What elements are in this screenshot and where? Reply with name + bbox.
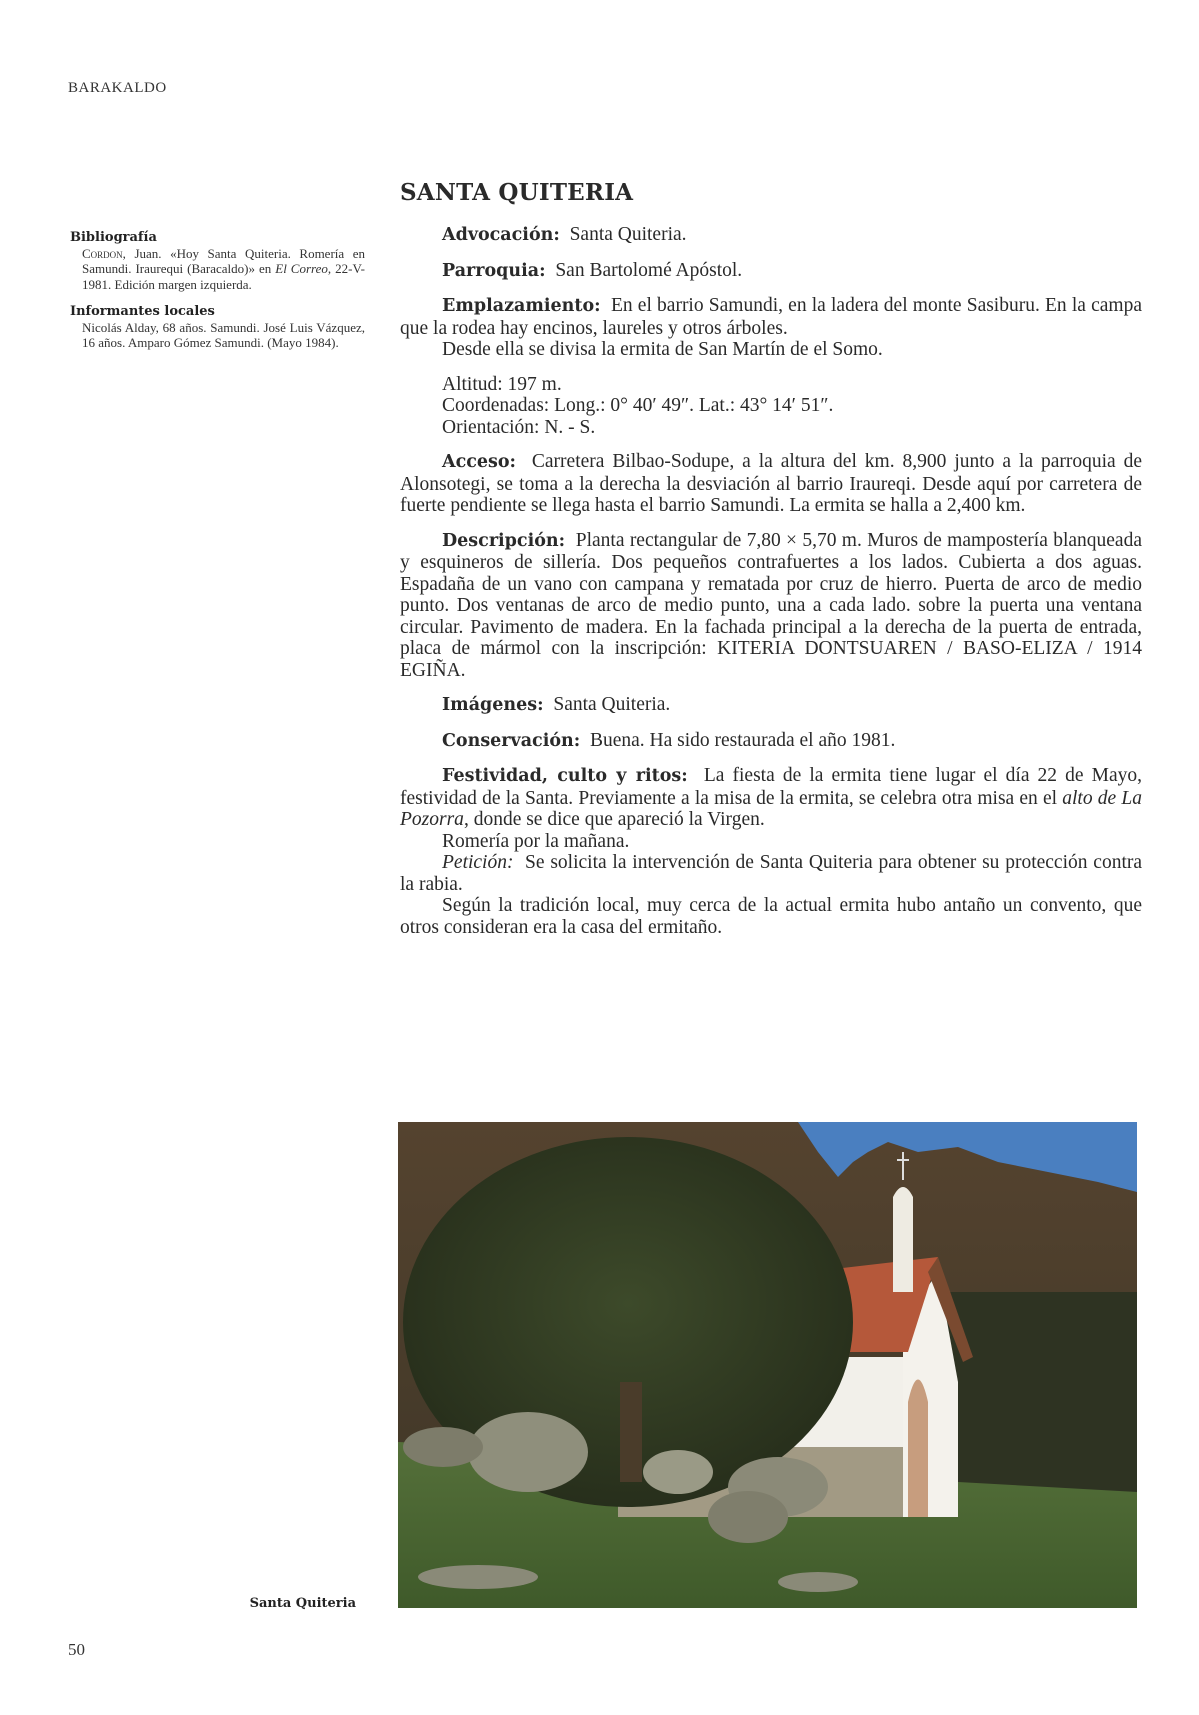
festividad-place: alto de La Pozorra <box>400 787 1142 830</box>
peticion-label: Petición: <box>442 852 514 873</box>
advocacion-section <box>400 224 1142 247</box>
advocacion-label: Advocación: <box>442 225 560 245</box>
orientacion: Orientación: N. - S. <box>442 416 596 438</box>
conservacion-text: Buena. Ha sido restaurada el año 1981. <box>589 729 896 751</box>
chapel-door-arch <box>908 1380 928 1518</box>
descripcion-text: Planta rectangular de 7,80 × 5,70 m. Muros de mampostería blanqueada y esquineros de sillería. Dos pequeños contrafuertes a los lados. Cubierta a dos aguas. Espadaña de un vano con campana y rematada por cruz de hierro. Puerta de arco de medio punto. Dos ventanas de arco de medio punto, una a cada lado. sobre la puerta una ventana circular. Pavimento de madera. En la fachada principal a la derecha de la puerta de entrada, placa de mármol con la inscripción: KITERIA DONTSUAREN / BASO-ELIZA / 1914 EGIÑA. <box>400 529 1142 681</box>
acceso-section <box>400 451 1142 517</box>
parroquia-section <box>400 260 1142 283</box>
emplazamiento-paragraph <box>400 295 1142 339</box>
article-body <box>400 180 1142 938</box>
article-title: SANTA QUITERIA <box>400 179 634 206</box>
tradicion-paragraph: Según la tradición local, muy cerca de la actual ermita hubo antaño un convento, que otros consideran era la casa del ermitaño. <box>400 895 1142 938</box>
rock <box>643 1450 713 1494</box>
conservacion-label: Conservación: <box>442 730 581 751</box>
bibliography-author: Cordon <box>82 245 123 261</box>
rock <box>708 1491 788 1543</box>
coordenadas: Coordenadas: Long.: 0° 40′ 49″. Lat.: 43° 14′ 51″. <box>442 395 834 416</box>
bibliography-heading: Bibliografía <box>70 230 157 245</box>
festividad-label: Festividad, culto y ritos: <box>442 766 688 786</box>
festividad-text-end: , donde se dice que apareció la Virgen. <box>463 809 765 830</box>
emplazamiento-line2: Desde ella se divisa la ermita de San Martín de el Somo. <box>442 339 883 360</box>
descripcion-label: Descripción: <box>442 530 566 551</box>
bibliography-block <box>70 230 365 292</box>
altitud: Altitud: 197 m. <box>442 373 562 395</box>
imagenes-label: Imágenes: <box>442 695 544 715</box>
oak-tree-trunk <box>620 1382 642 1482</box>
bibliography-details: , 22-V-1981. Edición margen izquierda. <box>82 261 365 292</box>
bibliography-text <box>82 246 365 293</box>
festividad-paragraph <box>400 765 1142 831</box>
romeria-line: Romería por la mañana. <box>442 830 630 852</box>
location-meta <box>442 374 1142 439</box>
rock <box>403 1427 483 1467</box>
acceso-label: Acceso: <box>442 452 517 472</box>
acceso-text: Carretera Bilbao-Sodupe, a la altura del km. 8,900 junto a la parroquia de Alonsotegi, se toma a la derecha la desviación al barrio Iraureqi. Desde aquí por carretera de fuerte pendiente se llega hasta el barrio Samundi. La ermita se halla a 2,400 km. <box>400 451 1143 516</box>
emplazamiento-label: Emplazamiento: <box>442 296 601 316</box>
rock <box>468 1412 588 1492</box>
imagenes-section <box>400 694 1142 717</box>
rock <box>418 1565 538 1589</box>
parroquia-label: Parroquia: <box>442 260 546 281</box>
advocacion-text: Santa Quiteria. <box>569 224 687 245</box>
peticion-paragraph <box>400 852 1142 895</box>
imagenes-text: Santa Quiteria. <box>553 694 671 715</box>
informants-block <box>70 304 365 351</box>
parroquia-text: San Bartolomé Apóstol. <box>555 259 743 281</box>
page-number: 50 <box>68 1640 85 1659</box>
hermitage-photo <box>398 1122 1137 1608</box>
festividad-section <box>400 765 1142 938</box>
running-head: BARAKALDO <box>68 80 167 96</box>
descripcion-section <box>400 530 1142 682</box>
bibliography-title: , Juan. «Hoy Santa Quiteria. Romería en Samundi. Iraurequi (Baracaldo)» en <box>82 245 365 276</box>
informants-text: Nicolás Alday, 68 años. Samundi. José Luis Vázquez, 16 años. Amparo Gómez Samundi. (Mayo 1984). <box>82 319 365 350</box>
photo-caption: Santa Quiteria <box>249 1596 356 1611</box>
sidebar-notes <box>70 230 365 363</box>
hermitage-photo-illustration <box>398 1122 1137 1608</box>
emplazamiento-section <box>400 295 1142 361</box>
informants-heading: Informantes locales <box>70 304 215 319</box>
rock <box>778 1572 858 1592</box>
emplazamiento-text: En el barrio Samundi, en la ladera del monte Sasiburu. En la campa que la rodea hay encinos, laureles y otros árboles. <box>400 295 1142 339</box>
bibliography-publication: El Correo <box>275 261 328 276</box>
conservacion-section <box>400 730 1142 753</box>
festividad-text: La fiesta de la ermita tiene lugar el día 22 de Mayo, festividad de la Santa. Previamente a la misa de la ermita, se celebra otra misa en el <box>400 765 1142 809</box>
chapel-belfry <box>893 1187 913 1292</box>
peticion-text: Se solicita la intervención de Santa Quiteria para obtener su protección contra la rabia. <box>400 852 1143 895</box>
